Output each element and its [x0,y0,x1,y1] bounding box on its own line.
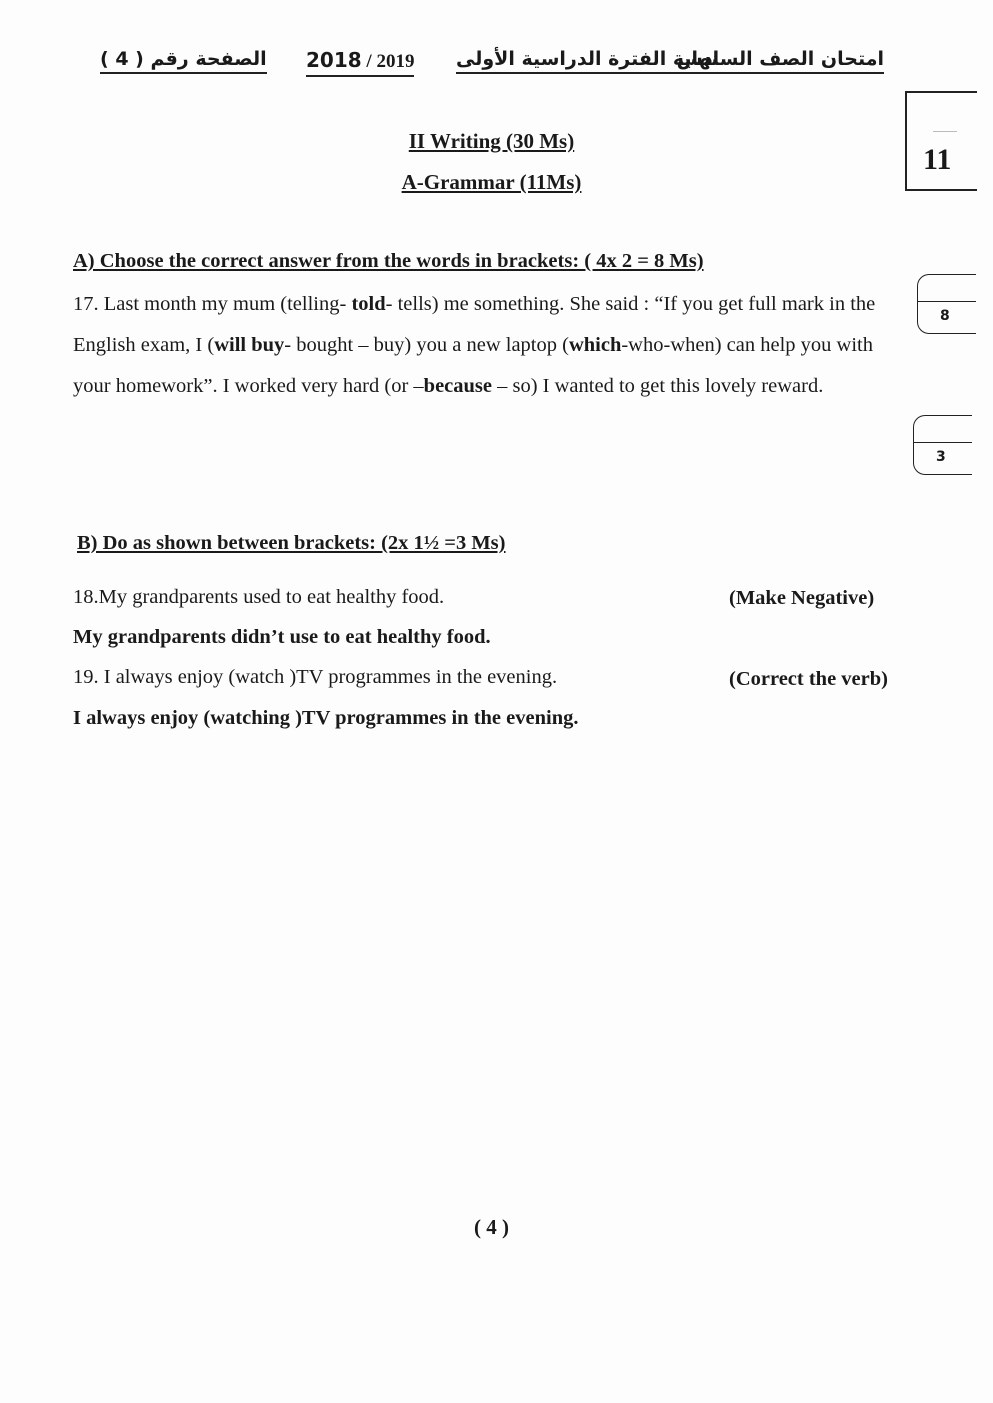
page-number: ( 4 ) [474,1215,509,1239]
part-b-score-box [913,415,972,475]
q17-answer-4: because [423,375,492,397]
section-title: II Writing (30 Ms) [408,129,575,153]
question-17 [73,284,888,407]
q17-answer-3: which [568,334,622,356]
header-exam-title: امتحان الصف السادس [677,48,884,74]
part-b-heading: B) Do as shown between brackets: (2x 1½ =3 Ms) [77,532,506,554]
q17-text-4: -who-when) can help you with your homework”. I worked very hard (or – [73,334,873,397]
part-b-score-divider [914,442,972,443]
q18-instruction: (Make Negative) [729,587,875,609]
q17-text-3: - bought – buy) you a new laptop ( [284,334,569,356]
header-page-label: الصفحة رقم ( 4 ) [100,48,267,74]
section-subtitle: A-Grammar (11Ms) [401,170,582,194]
question-19: 19. I always enjoy (watch )TV programmes in the evening. [73,666,558,688]
header-year [306,48,414,77]
part-a-score: 8 [940,308,950,324]
header-year-rest: / 2019 [361,51,415,72]
q17-text-5: – so) I wanted to get this lovely reward. [492,375,824,397]
q17-text-1: 17. Last month my mum (telling- [73,293,352,315]
q17-text-2: - tells) me something. She said : “If you get full mark in the English exam, I ( [73,293,876,356]
part-a-heading: A) Choose the correct answer from the words in brackets: ( 4x 2 = 8 Ms) [73,250,704,272]
part-a-score-divider [918,301,976,302]
question-18: 18.My grandparents used to eat healthy food. [73,586,445,608]
q17-answer-1: told [351,293,386,315]
header-year-bold: 2018 [306,48,362,72]
part-a-score-box [917,274,976,334]
header-term: نهاية الفترة الدراسية الأولى [456,48,718,74]
part-b-score: 3 [936,449,946,465]
total-score: 11 [923,143,952,176]
q17-answer-2: will buy [214,334,285,356]
q18-answer: My grandparents didn’t use to eat healthy food. [73,626,491,648]
q19-instruction: (Correct the verb) [729,668,888,690]
page-header [100,44,884,76]
q19-answer: I always enjoy (watching )TV programmes in the evening. [73,707,579,729]
